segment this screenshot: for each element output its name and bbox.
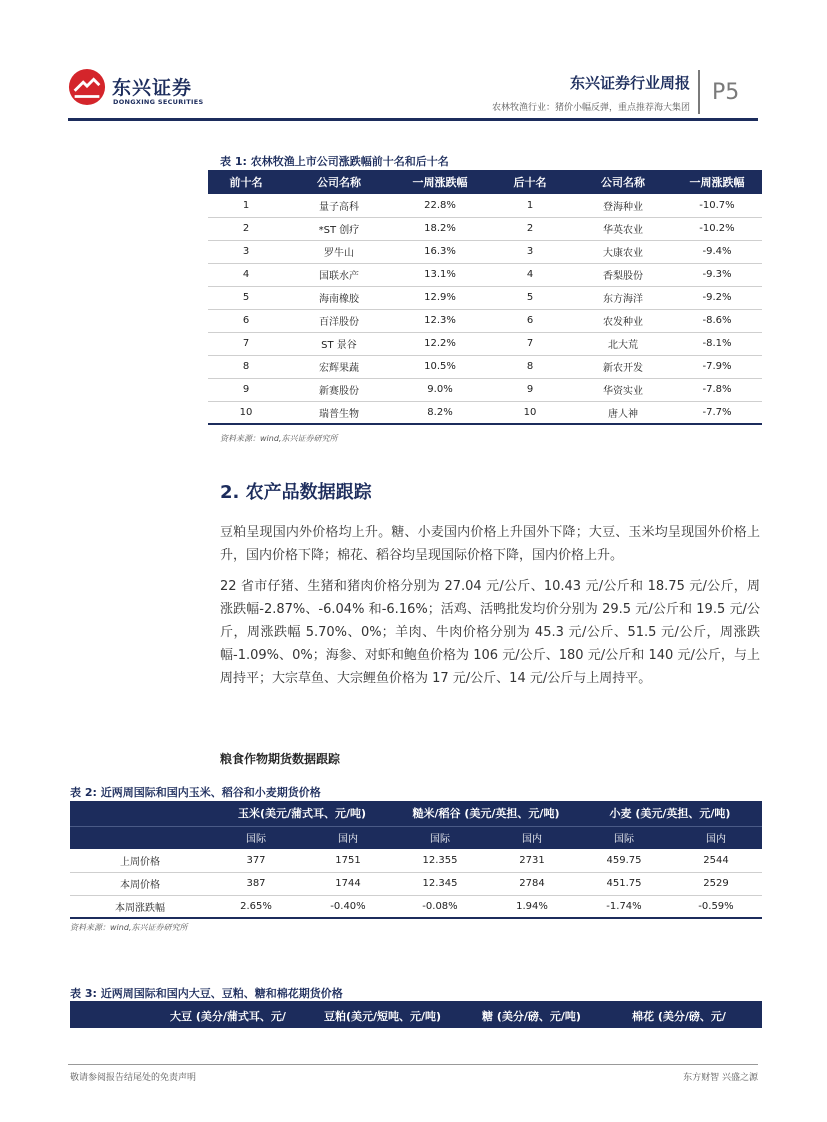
table3-group-header: 糖 (美分/磅、元/吨) <box>482 1010 581 1023</box>
table2-cell: 2544 <box>670 849 762 872</box>
table1-cell: -7.7% <box>672 401 762 424</box>
table1-cell: 9.0% <box>394 378 486 401</box>
table2-cell: 12.355 <box>394 849 486 872</box>
table1-cell: 海南橡胶 <box>284 286 394 309</box>
footer-slogan: 东方财智 兴盛之源 <box>683 1073 758 1083</box>
table2-cell: -0.59% <box>670 895 762 918</box>
logo-text-en: DONGXING SECURITIES <box>113 98 204 106</box>
table2-subheader: 国际 <box>394 826 486 849</box>
table1-cell: 8.2% <box>394 401 486 424</box>
table2-cell: 2529 <box>670 872 762 895</box>
table2-cell: 2.65% <box>210 895 302 918</box>
table1-cell: -10.7% <box>672 194 762 217</box>
table3-group-header: 棉花 (美分/磅、元/ <box>632 1010 726 1023</box>
table2 <box>70 801 762 919</box>
table1-cell: -7.8% <box>672 378 762 401</box>
table1-row <box>208 194 762 217</box>
table1-row <box>208 286 762 309</box>
table2-row <box>70 895 762 918</box>
table2-corner-cell <box>70 826 210 849</box>
table2-subheader: 国内 <box>302 826 394 849</box>
table2-subheader: 国际 <box>578 826 670 849</box>
table1-row <box>208 401 762 424</box>
table1-source: 资料来源：wind,东兴证券研究所 <box>220 434 338 443</box>
table1-cell: 3 <box>486 240 574 263</box>
table1-cell: 大康农业 <box>574 240 672 263</box>
table1-cell: 22.8% <box>394 194 486 217</box>
table1-header-cell: 公司名称 <box>574 170 672 194</box>
table2-cell: 2731 <box>486 849 578 872</box>
section-title: 2. 农产品数据跟踪 <box>220 482 372 503</box>
table1-cell: 量子高科 <box>284 194 394 217</box>
table1-header-cell: 一周涨跌幅 <box>672 170 762 194</box>
table2-cell: -1.74% <box>578 895 670 918</box>
table1-cell: 新农开发 <box>574 355 672 378</box>
table1-cell: -9.4% <box>672 240 762 263</box>
table1-row <box>208 332 762 355</box>
table2-row-label: 本周涨跌幅 <box>70 895 210 918</box>
table1-cell: 2 <box>486 217 574 240</box>
table2-row-label: 上周价格 <box>70 849 210 872</box>
table1-cell: 新赛股份 <box>284 378 394 401</box>
page-number: P5 <box>712 80 740 105</box>
table1-cell: -8.1% <box>672 332 762 355</box>
company-logo-icon <box>68 68 106 106</box>
table2-cell: 451.75 <box>578 872 670 895</box>
table1-row <box>208 217 762 240</box>
table1-header-row <box>208 170 762 194</box>
table2-cell: 2784 <box>486 872 578 895</box>
table2-cell: 377 <box>210 849 302 872</box>
table1-cell: *ST 创疗 <box>284 217 394 240</box>
table1-caption: 表 1: 农林牧渔上市公司涨跌幅前十名和后十名 <box>220 155 449 168</box>
table1-cell: 1 <box>486 194 574 217</box>
table1-cell: 10 <box>208 401 284 424</box>
table2-subheader: 国际 <box>210 826 302 849</box>
table2-subheader-row <box>70 826 762 849</box>
table1-row <box>208 355 762 378</box>
header-divider <box>698 70 700 114</box>
table1-cell: 12.3% <box>394 309 486 332</box>
table1-cell: 10.5% <box>394 355 486 378</box>
table1-cell: ST 景谷 <box>284 332 394 355</box>
table1-row <box>208 240 762 263</box>
table1-cell: 18.2% <box>394 217 486 240</box>
table1 <box>208 170 762 425</box>
table1-cell: 2 <box>208 217 284 240</box>
table2-source: 资料来源：wind,东兴证券研究所 <box>70 923 188 932</box>
table1-header-cell: 公司名称 <box>284 170 394 194</box>
table1-cell: 农发种业 <box>574 309 672 332</box>
table1-cell: 8 <box>208 355 284 378</box>
table1-cell: 4 <box>208 263 284 286</box>
table1-cell: 5 <box>486 286 574 309</box>
table2-corner-cell <box>70 801 210 826</box>
subsection-title: 粮食作物期货数据跟踪 <box>220 752 341 766</box>
table1-cell: 4 <box>486 263 574 286</box>
report-subtitle: 农林牧渔行业：猪价小幅反弹，重点推荐海大集团 <box>491 103 690 113</box>
table1-cell: 华英农业 <box>574 217 672 240</box>
table2-caption: 表 2: 近两周国际和国内玉米、稻谷和小麦期货价格 <box>70 786 321 799</box>
table1-cell: 16.3% <box>394 240 486 263</box>
table1-cell: 瑞普生物 <box>284 401 394 424</box>
table1-cell: -10.2% <box>672 217 762 240</box>
table1-cell: 国联水产 <box>284 263 394 286</box>
table1-row <box>208 263 762 286</box>
table2-subheader: 国内 <box>670 826 762 849</box>
table2-subheader: 国内 <box>486 826 578 849</box>
table1-cell: 3 <box>208 240 284 263</box>
table1-cell: 宏辉果蔬 <box>284 355 394 378</box>
table1-cell: 5 <box>208 286 284 309</box>
table1-row <box>208 309 762 332</box>
table1-cell: 8 <box>486 355 574 378</box>
table1-cell: 香梨股份 <box>574 263 672 286</box>
table1-header-cell: 后十名 <box>486 170 574 194</box>
table2-cell: -0.08% <box>394 895 486 918</box>
table1-cell: 9 <box>208 378 284 401</box>
table1-cell: 6 <box>208 309 284 332</box>
table1-cell: 登海种业 <box>574 194 672 217</box>
table2-cell: 1.94% <box>486 895 578 918</box>
table1-cell: 1 <box>208 194 284 217</box>
table2-row <box>70 849 762 872</box>
table1-cell: 唐人神 <box>574 401 672 424</box>
table1-cell: 12.9% <box>394 286 486 309</box>
table3-group-header: 豆粕(美元/短吨、元/吨) <box>324 1010 442 1023</box>
table3-group-header: 大豆 (美分/蒲式耳、元/ <box>170 1010 286 1023</box>
table1-cell: -8.6% <box>672 309 762 332</box>
table1-cell: 华资实业 <box>574 378 672 401</box>
table1-cell: 6 <box>486 309 574 332</box>
table1-cell: 9 <box>486 378 574 401</box>
table2-cell: 387 <box>210 872 302 895</box>
table2-group-header: 玉米(美元/蒲式耳、元/吨) <box>210 801 394 826</box>
table1-row <box>208 378 762 401</box>
table1-cell: 北大荒 <box>574 332 672 355</box>
table1-cell: 东方海洋 <box>574 286 672 309</box>
table3-caption: 表 3: 近两周国际和国内大豆、豆粕、糖和棉花期货价格 <box>70 987 343 1000</box>
table2-cell: 12.345 <box>394 872 486 895</box>
table1-header-cell: 一周涨跌幅 <box>394 170 486 194</box>
report-title: 东兴证券行业周报 <box>569 74 690 92</box>
table1-cell: 百洋股份 <box>284 309 394 332</box>
table2-group-header: 小麦 (美元/英担、元/吨) <box>578 801 762 826</box>
footer-rule <box>68 1064 758 1065</box>
header-rule <box>68 118 758 121</box>
paragraph-2: 22 省市仔猪、生猪和猪肉价格分别为 27.04 元/公斤、10.43 元/公斤和 18.75 元/公斤，周涨跌幅-2.87%、-6.04% 和-6.16%；活鸡、活鸭批发均价分别为 29.5 元/公斤和 19.5 元/公斤，周涨跌幅 5.70%、0%；羊肉、牛肉价格分别为 45.3 元/公斤、51.5 元/公斤，周涨跌幅-1.09%、0%；海参、对虾和鲍鱼价格为 106 元/公斤、180 元/公斤和 140 元/公斤，与上周持平；大宗草鱼、大宗鲤鱼价格为 17 元/公斤、14 元/公斤与上周持平。 <box>220 579 760 686</box>
table1-cell: 12.2% <box>394 332 486 355</box>
table2-group-header-row <box>70 801 762 826</box>
table1-cell: -9.3% <box>672 263 762 286</box>
footer-disclaimer: 敬请参阅报告结尾处的免责声明 <box>70 1073 197 1083</box>
table2-cell: 1751 <box>302 849 394 872</box>
table1-cell: 罗牛山 <box>284 240 394 263</box>
paragraph-1: 豆粕呈现国内外价格均上升。糖、小麦国内价格上升国外下降；大豆、玉米均呈现国外价格上升，国内价格下降；棉花、稻谷均呈现国际价格下降，国内价格上升。 <box>220 525 760 563</box>
table1-cell: -9.2% <box>672 286 762 309</box>
table3-header <box>70 1001 762 1028</box>
table1-cell: 13.1% <box>394 263 486 286</box>
table2-row <box>70 872 762 895</box>
table2-group-header: 糙米/稻谷 (美元/英担、元/吨) <box>394 801 578 826</box>
table2-cell: -0.40% <box>302 895 394 918</box>
table2-row-label: 本周价格 <box>70 872 210 895</box>
table1-cell: 7 <box>208 332 284 355</box>
table1-cell: 10 <box>486 401 574 424</box>
logo-text-cn: 东兴证券 <box>112 77 193 99</box>
table2-cell: 459.75 <box>578 849 670 872</box>
table2-cell: 1744 <box>302 872 394 895</box>
table1-cell: 7 <box>486 332 574 355</box>
table1-header-cell: 前十名 <box>208 170 284 194</box>
table1-cell: -7.9% <box>672 355 762 378</box>
